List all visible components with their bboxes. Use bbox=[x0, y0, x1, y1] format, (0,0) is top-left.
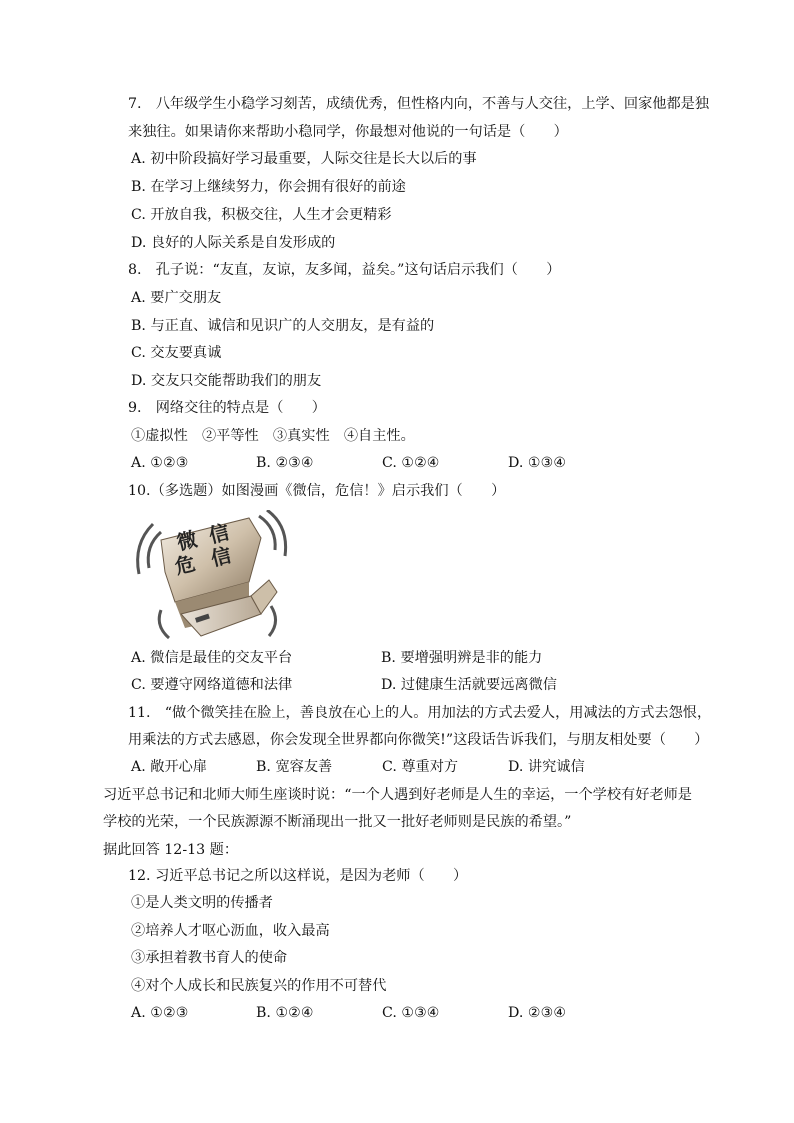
q9-stem: 9. 网络交往的特点是（ ） bbox=[128, 400, 326, 416]
cartoon-char-1: 微 bbox=[174, 526, 200, 555]
q11-option-b: B. 宽容友善 bbox=[256, 759, 333, 775]
q12-item-4: ④对个人成长和民族复兴的作用不可替代 bbox=[131, 978, 387, 994]
q11-stem-line1: 11. “做个微笑挂在脸上，善良放在心上的人。用加法的方式去爱人，用减法的方式去怨恨， bbox=[128, 705, 712, 721]
passage-line1: 习近平总书记和北师大师生座谈时说：“一个人遇到好老师是人生的幸运，一个学校有好老师是 bbox=[103, 787, 692, 803]
q11-stem-line2: 用乘法的方式去感恩，你会发现全世界都向你微笑!”这段话告诉我们，与朋友相处要（ ） bbox=[128, 732, 709, 748]
q12-item-1: ①是人类文明的传播者 bbox=[131, 895, 273, 911]
cartoon-char-3: 危 bbox=[172, 550, 198, 579]
q11-option-d: D. 讲究诚信 bbox=[508, 759, 585, 775]
q7-option-a: A. 初中阶段搞好学习最重要，人际交往是长大以后的事 bbox=[131, 151, 477, 167]
q9-items: ①虚拟性 ②平等性 ③真实性 ④自主性。 bbox=[131, 428, 415, 444]
q7-option-b: B. 在学习上继续努力，你会拥有很好的前途 bbox=[131, 179, 406, 195]
q10-option-d: D. 过健康生活就要远离微信 bbox=[381, 677, 557, 693]
q11-option-a: A. 敞开心扉 bbox=[131, 759, 208, 775]
q10-stem: 10.（多选题）如图漫画《微信，危信！》启示我们（ ） bbox=[128, 483, 506, 499]
signal-arcs-left bbox=[138, 524, 161, 574]
q8-option-d: D. 交友只交能帮助我们的朋友 bbox=[131, 373, 322, 389]
q12-item-3: ③承担着教书育人的使命 bbox=[131, 950, 288, 966]
q9-option-d: D. ①③④ bbox=[508, 455, 567, 471]
cartoon-wechat-danger bbox=[131, 510, 291, 645]
q10-option-b: B. 要增强明辨是非的能力 bbox=[381, 650, 543, 666]
q8-option-b: B. 与正直、诚信和见识广的人交朋友，是有益的 bbox=[131, 318, 435, 334]
q8-option-a: A. 要广交朋友 bbox=[131, 290, 222, 306]
q9-option-a: A. ①②③ bbox=[131, 455, 189, 471]
q9-option-c: C. ①②④ bbox=[382, 455, 440, 471]
passage-line2: 学校的光荣，一个民族源源不断涌现出一批又一批好老师则是民族的希望。” bbox=[103, 814, 572, 830]
q7-stem-line1: 7. 八年级学生小稳学习刻苦，成绩优秀，但性格内向，不善与人交往，上学、回家他都是独 bbox=[128, 96, 710, 112]
cartoon-char-2: 信 bbox=[206, 519, 232, 548]
q8-stem: 8. 孔子说：“友直，友谅，友多闻，益矣。”这句话启示我们（ ） bbox=[128, 262, 561, 278]
q12-stem: 12. 习近平总书记之所以这样说，是因为老师（ ） bbox=[128, 868, 468, 884]
q12-item-2: ②培养人才呕心沥血，收入最高 bbox=[131, 923, 330, 939]
q10-option-a: A. 微信是最佳的交友平台 bbox=[131, 650, 293, 666]
q7-stem-line2: 来独往。如果请你来帮助小稳同学，你最想对他说的一句话是（ ） bbox=[128, 124, 568, 140]
q8-option-c: C. 交友要真诚 bbox=[131, 345, 222, 361]
q10-option-c: C. 要遵守网络道德和法律 bbox=[131, 677, 293, 693]
passage-line3: 据此回答 12-13 题： bbox=[103, 842, 239, 858]
q9-option-b: B. ②③④ bbox=[256, 455, 314, 471]
q12-option-d: D. ②③④ bbox=[508, 1005, 567, 1021]
q11-option-c: C. 尊重对方 bbox=[382, 759, 459, 775]
signal-arcs-right bbox=[259, 510, 286, 556]
q7-option-c: C. 开放自我，积极交往，人生才会更精彩 bbox=[131, 207, 392, 223]
q12-option-a: A. ①②③ bbox=[131, 1005, 189, 1021]
q12-option-c: C. ①③④ bbox=[382, 1005, 440, 1021]
q12-option-b: B. ①②④ bbox=[256, 1005, 314, 1021]
cartoon-char-4: 信 bbox=[208, 542, 234, 571]
q7-option-d: D. 良好的人际关系是自发形成的 bbox=[131, 235, 336, 251]
